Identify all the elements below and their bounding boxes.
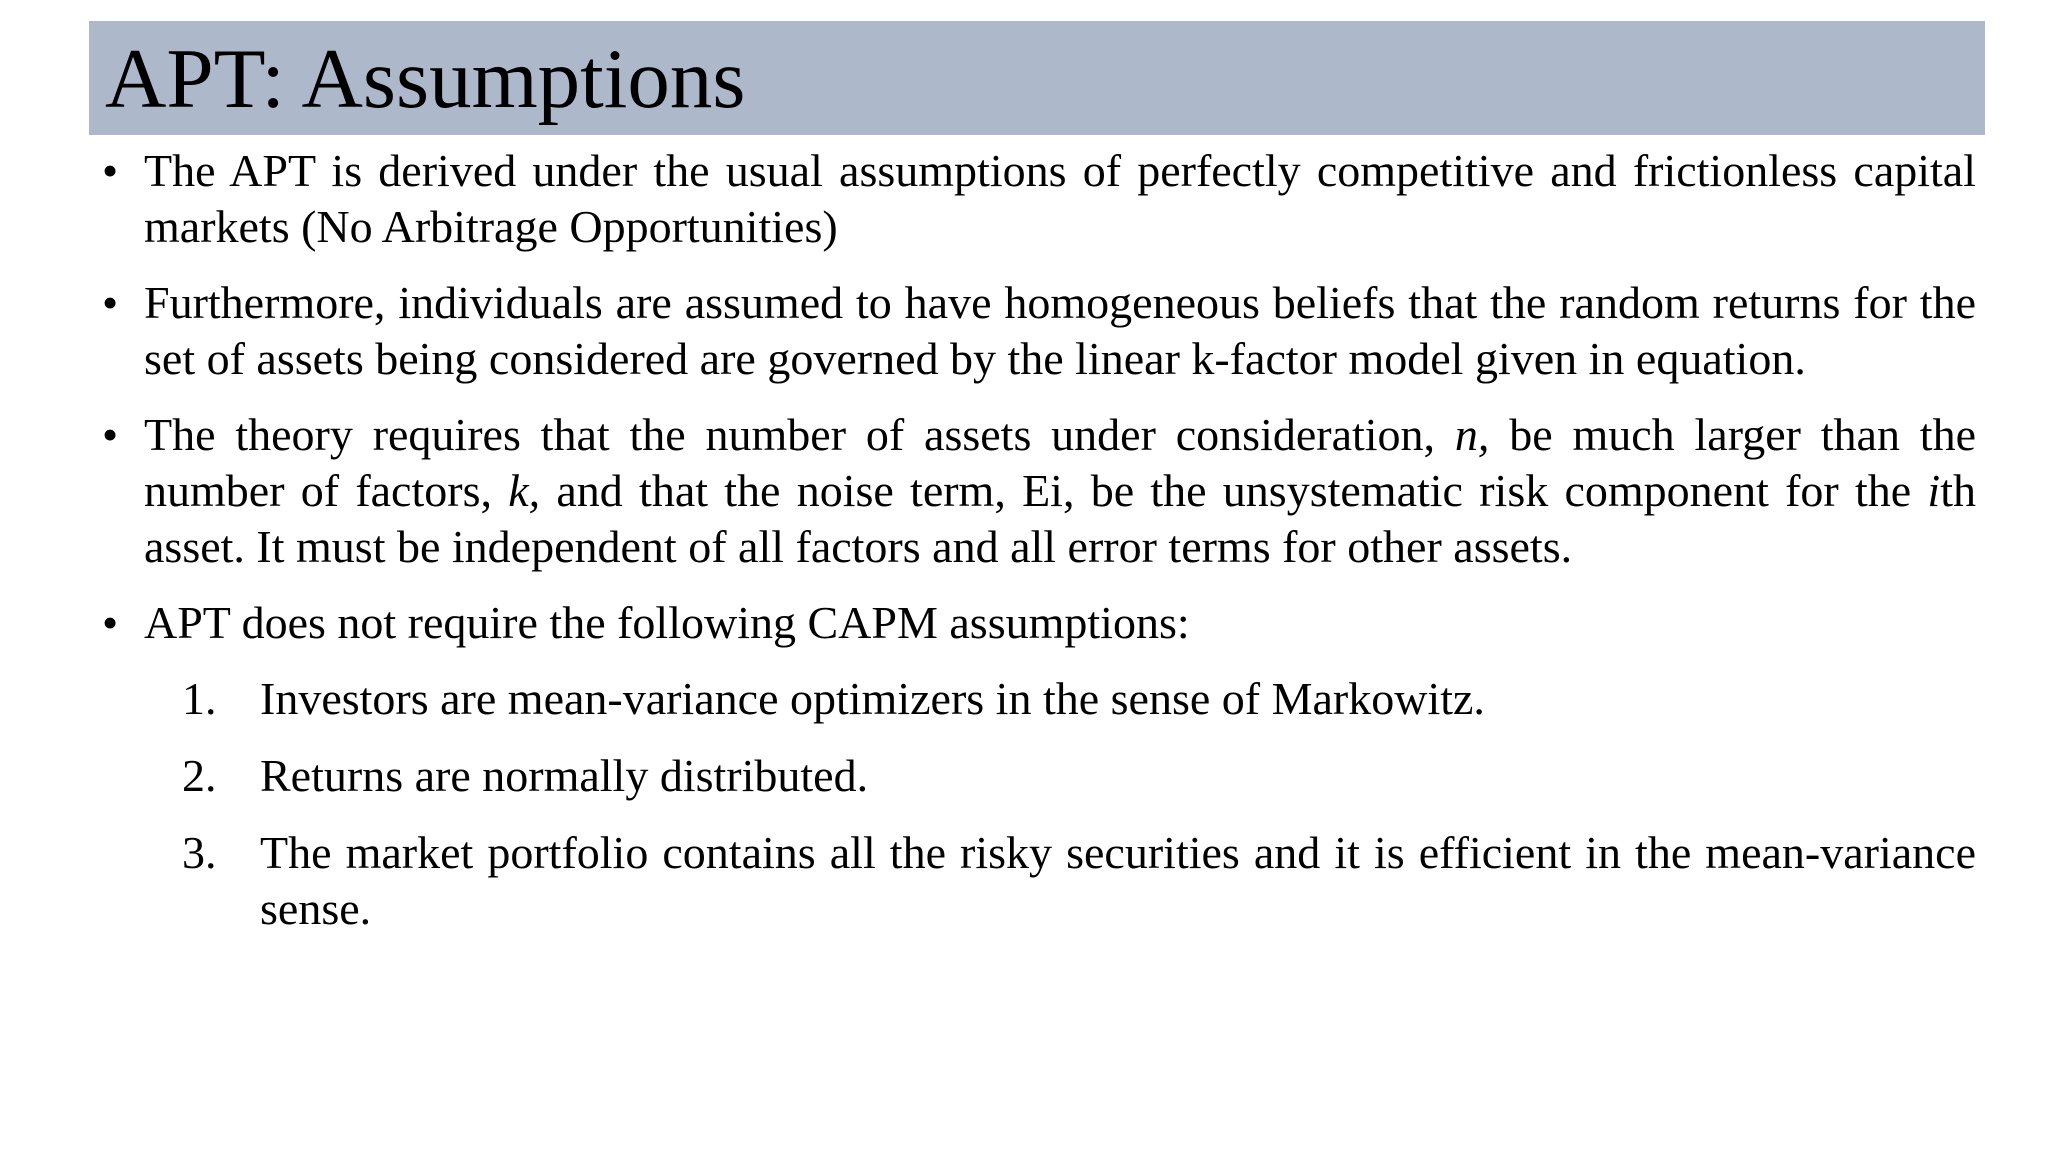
title-bar: [89, 21, 1985, 135]
italic-variable-n: n,: [1454, 409, 1490, 460]
bullet-text: [144, 409, 1976, 572]
item-text: Returns are normally distributed.: [260, 750, 869, 801]
slide-content: [102, 143, 1976, 958]
bullet-item-1: [102, 143, 1976, 255]
numbered-item-1: [102, 671, 1976, 727]
item-number: 3.: [182, 827, 217, 878]
numbered-item-2: [102, 748, 1976, 804]
bullet-marker: •: [102, 145, 119, 196]
bullet-text: [144, 597, 1190, 648]
item-text: The market portfolio contains all the risky securities and it is efficient in the mean-variance sense.: [260, 827, 1976, 934]
item-number: 1.: [182, 673, 217, 724]
bullet-marker: •: [102, 277, 119, 328]
slide-title: APT: Assumptions: [105, 32, 746, 126]
italic-variable-k: k,: [508, 465, 541, 516]
bullet-text: [144, 145, 1976, 252]
bullet-text-part: th asset. It must be independent of all factors and all error terms for other assets.: [144, 465, 1976, 572]
bullet-item-3: [102, 407, 1976, 575]
bullet-marker: •: [102, 597, 119, 648]
bullet-text: [144, 277, 1976, 384]
item-number: 2.: [182, 750, 217, 801]
bullet-text-part: The theory requires that the number of assets under consideration,: [144, 409, 1455, 460]
bullet-text-part: Furthermore, individuals are assumed to have homogeneous beliefs that the random returns for the set of assets being considered are governed by the linear k-factor model given in equation.: [144, 277, 1976, 384]
bullet-text-part: and that the noise term, Ei, be the unsystematic risk component for the: [540, 465, 1928, 516]
bullet-item-4: [102, 595, 1976, 651]
bullet-item-2: [102, 275, 1976, 387]
bullet-text-part: APT does not require the following CAPM assumptions:: [144, 597, 1190, 648]
bullet-text-part: be much larger than the number of factors,: [144, 409, 1977, 516]
item-text: Investors are mean-variance optimizers in the sense of Markowitz.: [260, 673, 1485, 724]
bullet-text-part: The APT is derived under the usual assumptions of perfectly competitive and frictionless capital markets (No Arbitrage Opportunities): [144, 145, 1976, 252]
numbered-list: [102, 671, 1976, 937]
italic-variable-i: i: [1927, 465, 1941, 516]
bullet-marker: •: [102, 409, 119, 460]
numbered-item-3: [102, 825, 1976, 937]
